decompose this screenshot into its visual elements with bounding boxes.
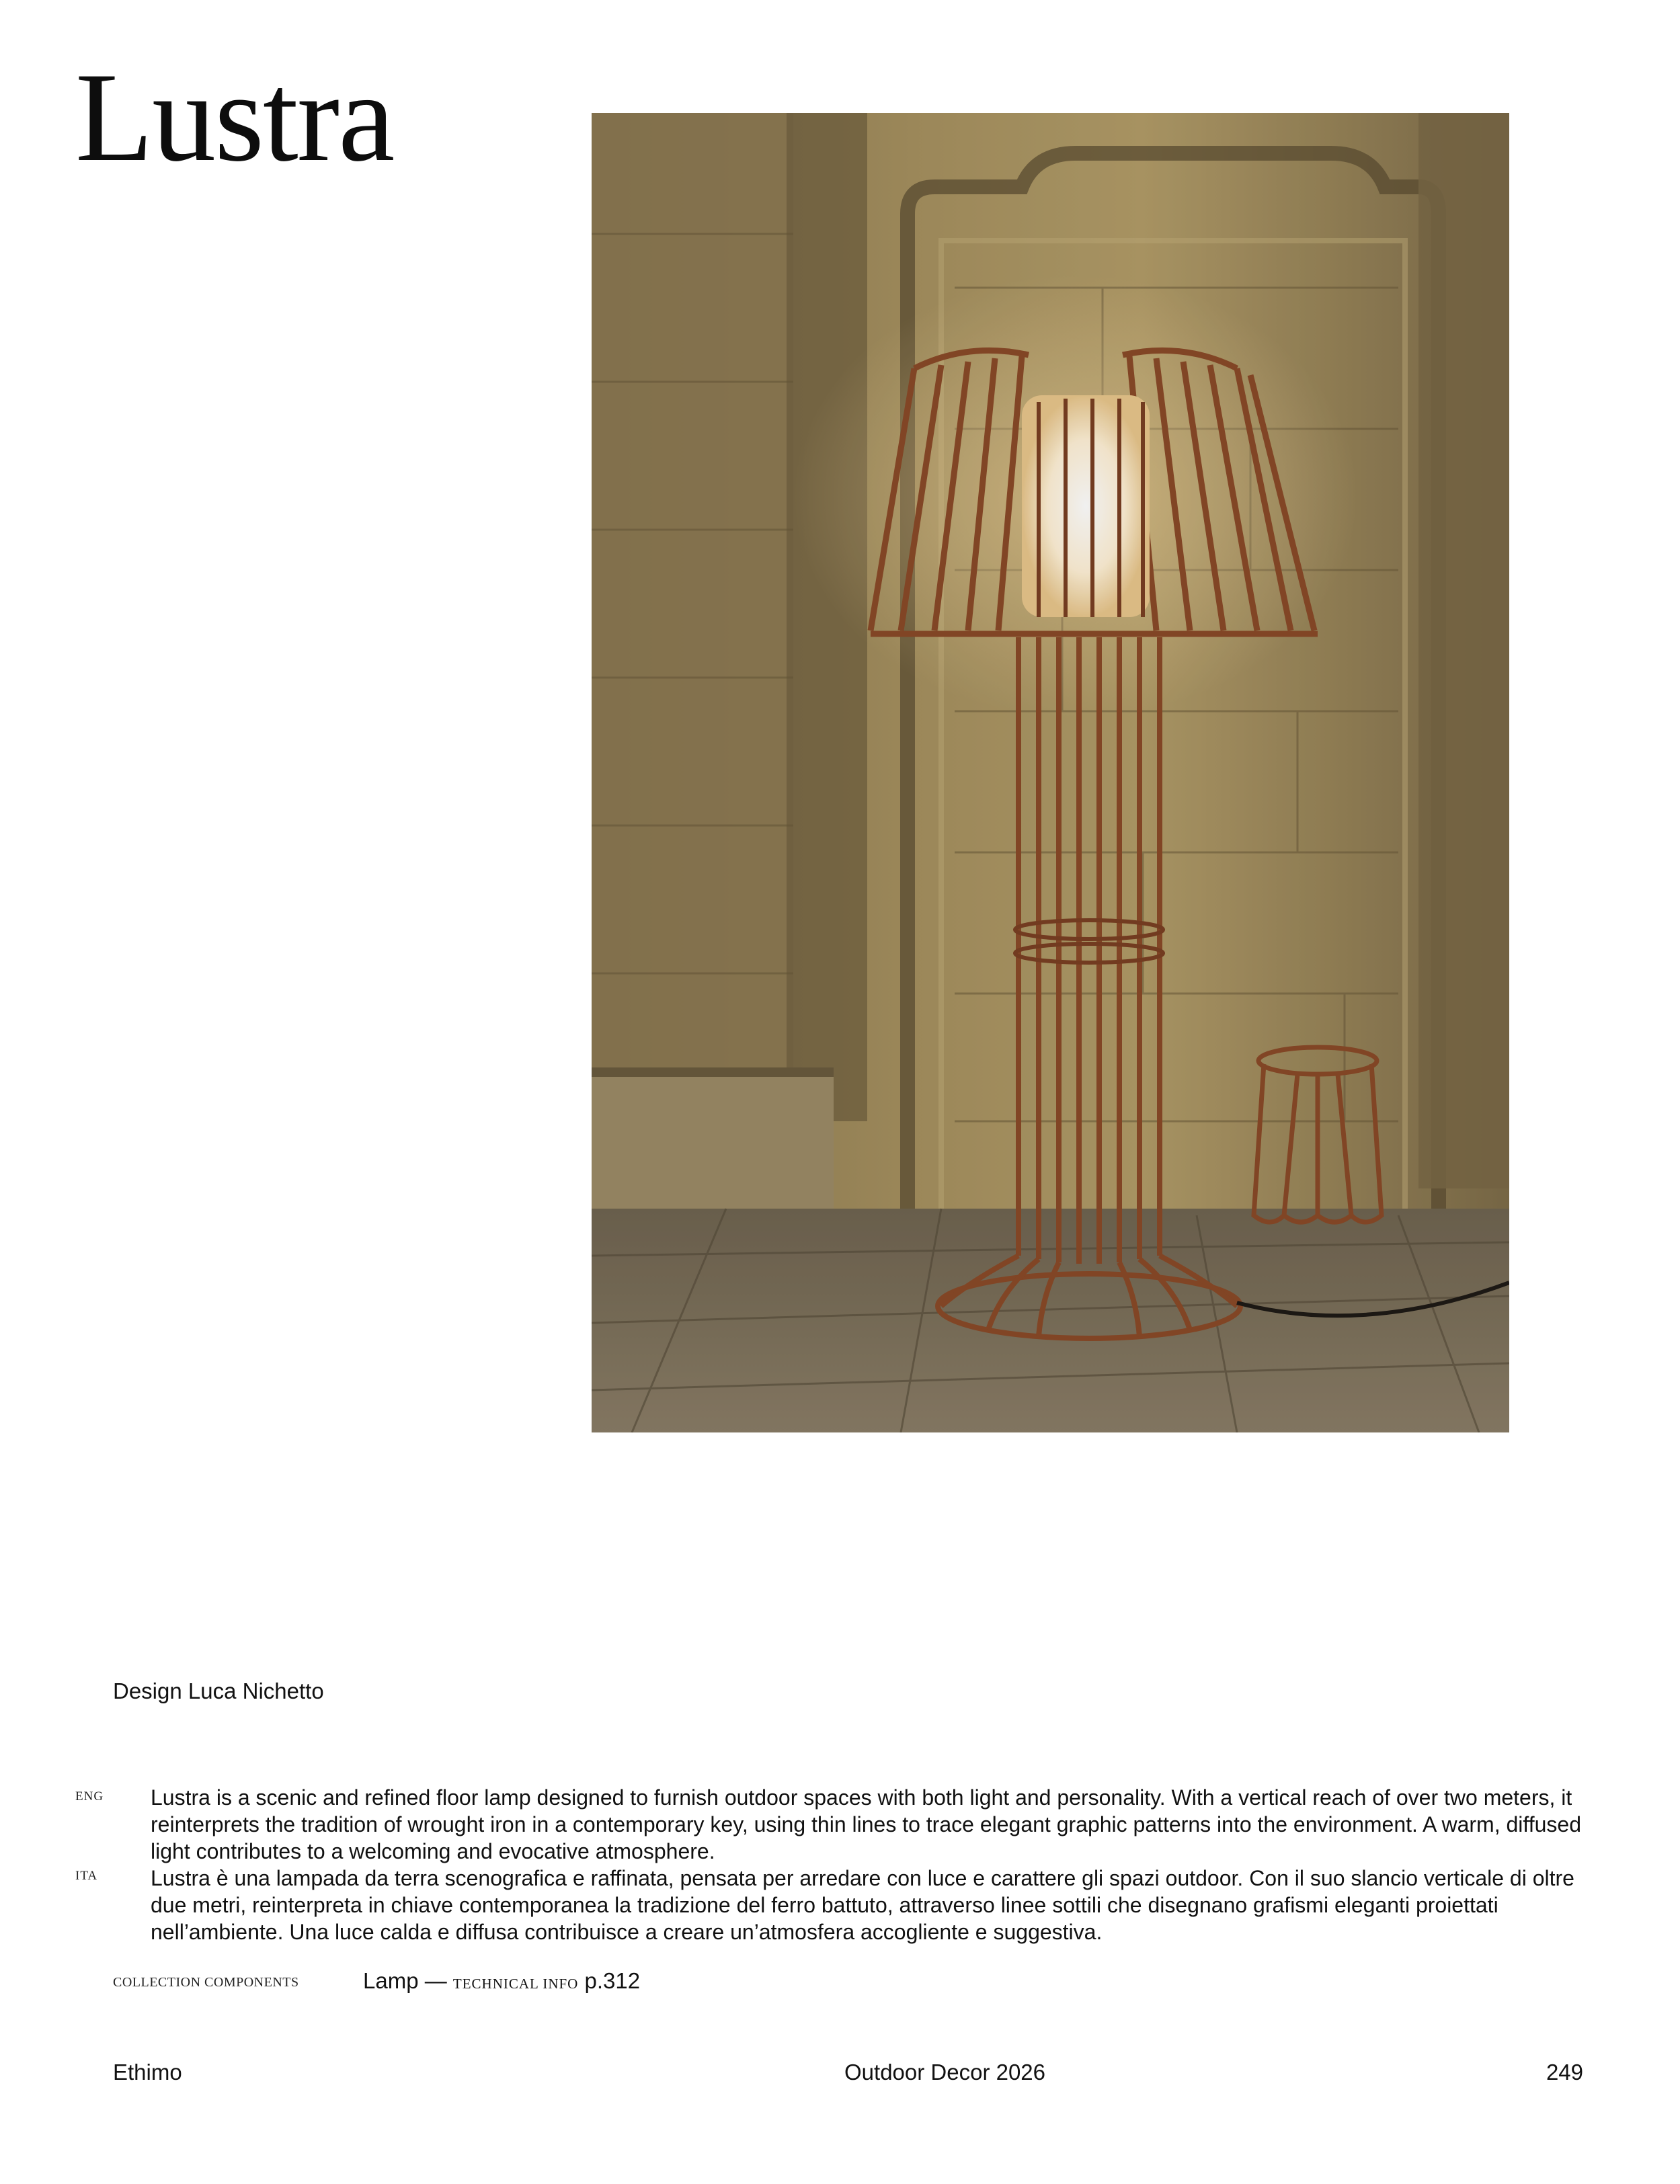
- language-tag-ita: ITA: [75, 1869, 98, 1883]
- component-item: Lamp —: [363, 1968, 447, 1993]
- description-eng: Lustra is a scenic and refined floor lamp designed to furnish outdoor spaces with both light and personality. With a vertical reach of over two meters, it reinterprets the tradition of wrought iron in a contemporary key, using thin lines to trace elegant graphic patterns into the environment. A warm, diffused light contributes to a welcoming and evocative atmosphere.: [151, 1785, 1581, 1863]
- page-title: Lustra: [75, 47, 394, 188]
- collection-components-value: [363, 1968, 640, 1994]
- technical-info-label: TECHNICAL INFO: [452, 1976, 579, 1992]
- description-ita: Lustra è una lampada da terra scenografica e raffinata, pensata per arredare con luce e carattere gli spazi outdoor. Con il suo slancio verticale di oltre due metri, reinterpreta in chiave contemporanea la tradizione del ferro battuto, attraverso linee sottili che disegnano grafismi eleganti proiettati nell’ambiente. Una luce calda e diffusa contribuisce a creare un’atmosfera accogliente e suggestiva.: [151, 1866, 1574, 1944]
- footer-catalog-title: Outdoor Decor 2026: [844, 2060, 1046, 2085]
- designer-credit: Design Luca Nichetto: [113, 1679, 324, 1703]
- technical-info-page-link[interactable]: p.312: [584, 1968, 641, 1993]
- product-photo: [592, 113, 1509, 1432]
- language-tag-eng: ENG: [75, 1789, 104, 1804]
- lustra-lamp-photo-illustration: [592, 113, 1509, 1432]
- collection-components-label: COLLECTION COMPONENTS: [113, 1975, 299, 1990]
- footer-brand: Ethimo: [113, 2060, 182, 2085]
- footer-page-number: 249: [1546, 2060, 1583, 2085]
